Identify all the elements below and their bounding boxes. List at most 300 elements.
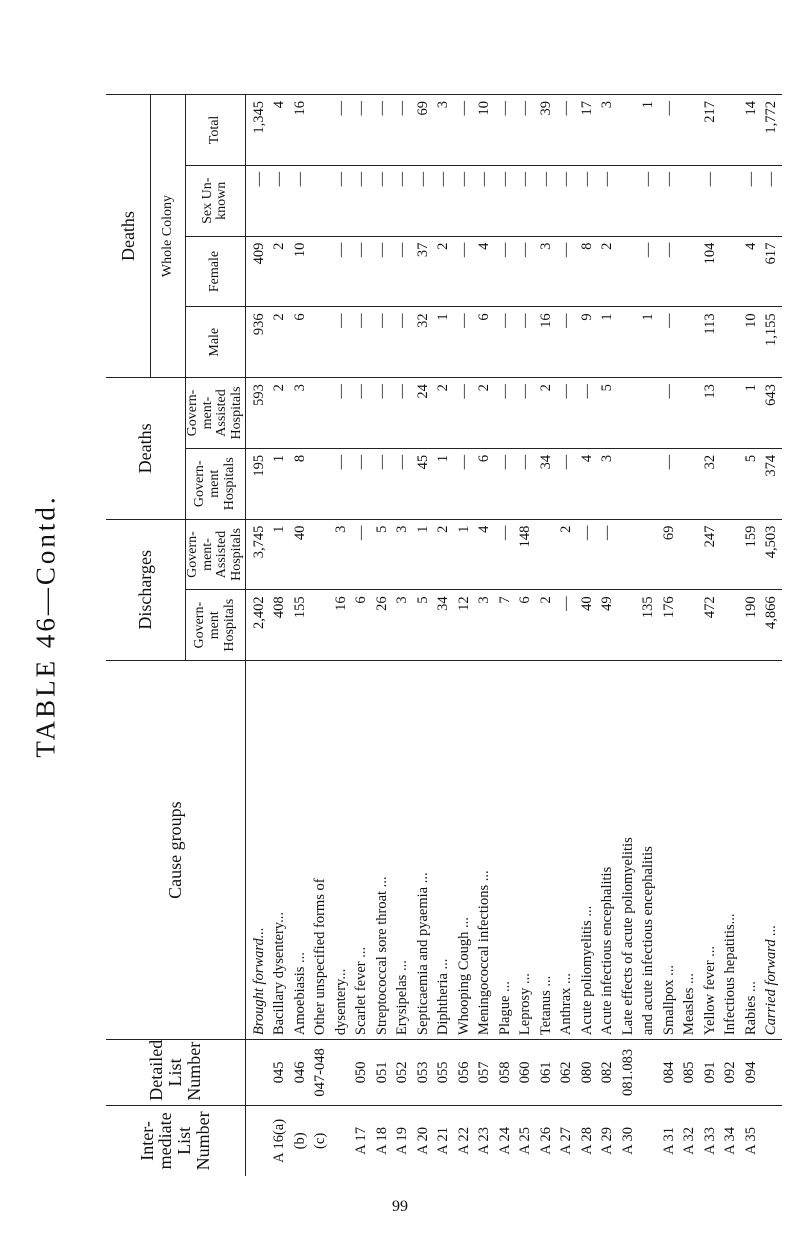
cell-f: — (660, 242, 677, 258)
cell-u: — (291, 171, 308, 187)
cell-ha: — (373, 384, 390, 399)
header-whole-colony: Whole Colony (151, 95, 186, 378)
cell-da: 1 (455, 525, 472, 533)
inter-list-column (245, 1105, 782, 1176)
cell-cause: Acute infectious encephalitis (599, 866, 616, 1036)
cell-t: 3 (599, 101, 616, 109)
cell-dg: 190 (742, 596, 759, 619)
cell-t: — (660, 101, 677, 116)
cell-detail: 084 (660, 1061, 677, 1084)
cell-cause: Infectious hepatitis... (722, 913, 739, 1036)
cell-cause: Plague ... (496, 981, 513, 1036)
cell-ha: 1 (742, 384, 759, 392)
cell-f: 4 (476, 242, 493, 250)
cell-ha: — (578, 384, 595, 399)
cell-da (310, 526, 331, 586)
cell-detail: 080 (578, 1061, 595, 1084)
disch-assisted-column (245, 519, 782, 590)
cell-f: 4 (742, 242, 759, 250)
cell-da: 247 (701, 525, 718, 548)
cell-u: — (537, 171, 554, 187)
carried-forward-t: 1,772 (763, 101, 780, 134)
cell-inter: A 28 (578, 1126, 595, 1155)
cell-u: — (660, 171, 677, 187)
cell-t (618, 101, 639, 161)
cell-m: 10 (742, 313, 759, 328)
cell-da: 148 (517, 525, 534, 548)
cell-cause: Septicaemia and pyaemia ... (414, 872, 431, 1036)
cell-dg: 155 (291, 596, 308, 619)
cell-detail: 045 (271, 1061, 288, 1084)
cell-f: — (373, 242, 390, 258)
cell-m: — (558, 313, 575, 328)
cell-ha: 2 (435, 384, 452, 392)
cell-inter: (c) (312, 1132, 329, 1149)
cell-ha: 2 (476, 384, 493, 392)
cell-hg: 1 (435, 454, 452, 463)
cell-t: 17 (578, 101, 595, 116)
cell-t (679, 101, 700, 161)
cell-inter: A 33 (701, 1126, 718, 1155)
cell-u: — (435, 171, 452, 187)
cell-u: — (496, 171, 513, 187)
cell-f: — (558, 242, 575, 258)
cell-u: — (640, 171, 657, 187)
cell-f: — (640, 242, 657, 258)
cell-dg: 12 (455, 596, 472, 611)
cell-f: — (332, 242, 349, 258)
cell-da: 1 (414, 525, 431, 533)
cell-m (720, 313, 741, 373)
cell-m: — (455, 313, 472, 328)
cell-inter: A 16(a) (271, 1118, 288, 1163)
cell-ha: 2 (537, 384, 554, 392)
cell-hg: — (373, 454, 390, 470)
cell-ha: 5 (599, 384, 616, 392)
cell-da: 1 (271, 525, 288, 533)
cell-cause: Amoebiasis ... (291, 952, 308, 1036)
cell-detail: 053 (414, 1061, 431, 1084)
cell-hg (679, 455, 700, 515)
cell-detail: 056 (455, 1061, 472, 1084)
page-title: TABLE 46—Contd. (30, 494, 61, 758)
cell-inter: A 29 (599, 1126, 616, 1155)
cell-cause: Smallpox ... (660, 964, 677, 1036)
cell-dg: 135 (640, 596, 657, 619)
cell-u: — (353, 171, 370, 187)
brought-forward-detail (249, 1044, 270, 1101)
cell-m: 113 (701, 313, 718, 335)
rotated-table-container (106, 94, 780, 1176)
cell-cause: Bacillary dysentery... (271, 912, 288, 1036)
cell-t: 10 (476, 101, 493, 116)
cell-inter: A 34 (722, 1126, 739, 1155)
male-column (245, 307, 782, 378)
cell-m (679, 313, 700, 373)
cell-inter: A 24 (496, 1126, 513, 1155)
cell-cause: Diphtheria ... (435, 958, 452, 1036)
cell-ha: — (332, 384, 349, 399)
cell-f: 8 (578, 242, 595, 250)
cell-dg (679, 596, 700, 656)
cell-inter: A 18 (373, 1126, 390, 1155)
cell-detail: 055 (435, 1061, 452, 1084)
cell-u (618, 172, 639, 232)
cell-dg: 34 (435, 596, 452, 611)
carried-forward-inter (761, 1110, 782, 1172)
cell-f: 10 (291, 242, 308, 258)
cell-inter (331, 1110, 352, 1172)
cell-da (618, 526, 639, 586)
cell-t: — (373, 101, 390, 116)
cell-f: 3 (537, 242, 554, 250)
cell-u: — (373, 171, 390, 187)
cell-dg: 7 (496, 596, 513, 604)
cell-inter: A 26 (537, 1126, 554, 1155)
cell-hg: 34 (537, 454, 554, 470)
cell-t: — (496, 101, 513, 116)
cell-cause: Acute poliomyelitis ... (578, 905, 595, 1036)
cell-f: 104 (701, 242, 718, 265)
cell-t: 39 (537, 101, 554, 116)
cell-inter: (b) (291, 1132, 308, 1150)
header-discharges: Discharges (106, 519, 186, 660)
cell-m: — (373, 313, 390, 328)
cell-dg: 2 (537, 596, 554, 604)
cell-hg: 3 (599, 454, 616, 463)
header-disch-gov: Govern-ment Hospitals (186, 590, 246, 661)
header-death-assisted: Govern-ment-Assisted Hospitals (186, 378, 246, 449)
cell-hg: — (517, 454, 534, 470)
cell-m: 6 (291, 313, 308, 321)
cell-detail: 061 (537, 1061, 554, 1084)
cell-ha (638, 384, 659, 444)
cell-hg: — (496, 454, 513, 470)
cell-da: 4 (476, 525, 493, 533)
cell-u (310, 172, 331, 232)
header-cause-groups: Cause groups (106, 661, 245, 1040)
brought-forward-dg: 2,402 (250, 596, 267, 629)
carried-forward-u: — (763, 171, 780, 187)
cell-u: — (742, 171, 759, 187)
cell-dg: 3 (476, 596, 493, 604)
cell-inter: A 35 (742, 1126, 759, 1155)
cell-inter: A 20 (414, 1126, 431, 1155)
cell-t: 69 (414, 101, 431, 116)
cell-detail: 052 (394, 1061, 411, 1084)
cell-u: — (414, 171, 431, 187)
cell-u: — (578, 171, 595, 187)
cell-t: 217 (701, 101, 718, 123)
cell-cause: Yellow fever ... (701, 945, 718, 1036)
cell-m: 9 (578, 313, 595, 321)
cell-cause: dysentery... (332, 968, 349, 1036)
cell-da: 2 (435, 525, 452, 533)
brought-forward-hg: 195 (250, 454, 267, 477)
total-column (245, 95, 782, 166)
cell-hg: 5 (742, 454, 759, 463)
cell-da (638, 526, 659, 586)
header-detailed-list: Detailed List Number (106, 1040, 245, 1106)
cell-dg: 472 (701, 596, 718, 619)
cell-ha: — (455, 384, 472, 399)
brought-forward-t: 1,345 (250, 101, 267, 134)
cell-da: 3 (394, 525, 411, 533)
cell-detail: 094 (742, 1061, 759, 1084)
cell-u: — (455, 171, 472, 187)
cell-cause: Leprosy ... (517, 973, 534, 1036)
cell-m (618, 313, 639, 373)
cell-detail: 046 (291, 1061, 308, 1084)
cell-dg: 40 (578, 596, 595, 611)
cell-t: — (394, 101, 411, 116)
cell-cause: and acute infectious encephalitis (640, 846, 657, 1036)
cell-ha: — (517, 384, 534, 399)
cell-hg: 32 (701, 454, 718, 470)
brought-forward-ha: 593 (250, 384, 267, 406)
cell-detail: 081.083 (619, 1048, 636, 1096)
cell-m: 6 (476, 313, 493, 321)
cell-da: 69 (660, 525, 677, 541)
cell-detail: 082 (599, 1061, 616, 1084)
cell-dg: 6 (517, 596, 534, 604)
cell-hg: 4 (578, 454, 595, 463)
header-group-row (106, 95, 151, 1177)
cell-hg: — (660, 454, 677, 470)
cell-u (679, 172, 700, 232)
cell-detail (638, 1044, 659, 1101)
cell-f: — (353, 242, 370, 258)
cell-detail: 085 (681, 1061, 698, 1084)
cell-dg: 408 (271, 596, 288, 619)
cell-detail: 092 (722, 1061, 739, 1084)
cell-detail: 062 (558, 1061, 575, 1084)
cell-u: — (517, 171, 534, 187)
cell-f: 37 (414, 242, 431, 258)
cell-ha: — (558, 384, 575, 399)
brought-forward-da: 3,745 (250, 525, 267, 559)
cell-u: — (599, 171, 616, 187)
cell-detail: 047-048 (312, 1048, 329, 1097)
table-body-row (245, 95, 782, 1177)
cell-cause: Other unspecified forms of (312, 878, 329, 1036)
cell-dg: 176 (660, 596, 677, 619)
brought-forward-cause: Brought forward... (250, 927, 267, 1036)
cell-hg (720, 455, 741, 515)
cell-inter: A 32 (681, 1126, 698, 1155)
cell-m: — (496, 313, 513, 328)
carried-forward-cause: Carried forward ... (763, 924, 780, 1036)
cell-cause: Tetanus ... (537, 975, 554, 1036)
cell-m: — (660, 313, 677, 328)
cell-da (679, 526, 700, 586)
cell-t: 4 (271, 101, 288, 109)
cell-inter: A 17 (353, 1126, 370, 1155)
cell-t: 16 (291, 101, 308, 116)
cell-f (310, 243, 331, 303)
cell-da: 159 (742, 525, 759, 548)
carried-forward-dg: 4,866 (763, 596, 780, 629)
cell-detail: 057 (476, 1061, 493, 1084)
cell-f: 2 (271, 242, 288, 250)
cell-ha: 2 (271, 384, 288, 392)
cell-t: 14 (742, 101, 759, 116)
cell-cause: Rabies ... (742, 981, 759, 1036)
cell-cause: Anthrax ... (558, 973, 575, 1036)
cell-hg (310, 455, 331, 515)
cell-m: 1 (599, 313, 616, 321)
cell-m: 32 (414, 313, 431, 328)
cell-f: 2 (435, 242, 452, 250)
cell-inter: A 31 (660, 1126, 677, 1155)
death-assisted-column (245, 378, 782, 449)
mortality-table (106, 94, 782, 1176)
cell-m: 1 (435, 313, 452, 321)
header-male: Male (186, 307, 246, 378)
cell-u: — (394, 171, 411, 187)
cell-inter: A 22 (455, 1126, 472, 1155)
cell-ha: — (496, 384, 513, 399)
mortality-table-frame (106, 94, 780, 1176)
cell-detail: 060 (517, 1061, 534, 1084)
female-column (245, 236, 782, 307)
cell-da: 5 (373, 525, 390, 533)
cell-ha: 13 (701, 384, 718, 399)
cell-cause: Streptococcal sore throat ... (373, 876, 390, 1036)
cell-dg: 6 (353, 596, 370, 604)
unknown-column (245, 165, 782, 236)
cell-ha: — (353, 384, 370, 399)
detailed-list-column (245, 1040, 782, 1106)
cell-m: 1 (640, 313, 657, 321)
cell-u (720, 172, 741, 232)
cell-hg: 6 (476, 454, 493, 463)
cell-hg (638, 455, 659, 515)
cell-m (310, 313, 331, 373)
header-deaths-hospitals: Deaths (106, 378, 186, 520)
cell-u: — (701, 171, 718, 187)
cell-da: 3 (332, 525, 349, 533)
cell-da: — (578, 525, 595, 541)
cell-detail: 058 (496, 1061, 513, 1084)
cell-da: — (599, 525, 616, 541)
cell-f: — (455, 242, 472, 258)
cell-t: — (332, 101, 349, 116)
cell-da: 40 (291, 525, 308, 541)
cell-dg: — (558, 596, 575, 611)
cell-ha: 3 (291, 384, 308, 392)
brought-forward-u: — (250, 171, 267, 187)
cell-da (536, 526, 557, 586)
header-disch-assisted: Govern-ment-Assisted Hospitals (186, 519, 246, 590)
cell-ha: 24 (414, 384, 431, 399)
cell-t: — (455, 101, 472, 116)
cell-dg: 26 (373, 596, 390, 611)
cell-hg: — (558, 454, 575, 470)
cell-t: — (353, 101, 370, 116)
cell-da: — (353, 525, 370, 541)
header-total: Total (186, 95, 246, 166)
cell-ha (720, 384, 741, 444)
cell-u: — (332, 171, 349, 187)
cell-t: — (517, 101, 534, 116)
disch-gov-column (245, 590, 782, 661)
cell-detail: 050 (353, 1061, 370, 1084)
cell-m: — (332, 313, 349, 328)
cell-m: — (394, 313, 411, 328)
cell-ha (679, 384, 700, 444)
cell-hg: 8 (291, 454, 308, 463)
cell-inter: A 23 (476, 1126, 493, 1155)
cell-dg: 16 (332, 596, 349, 611)
cell-t: 3 (435, 101, 452, 109)
cell-dg: 49 (599, 596, 616, 611)
header-sex-unknown: Sex Un-known (186, 165, 246, 236)
cell-hg: 45 (414, 454, 431, 470)
cell-ha (310, 384, 331, 444)
carried-forward-f: 617 (763, 242, 780, 265)
page-number: 99 (392, 1198, 408, 1215)
cell-t: 1 (640, 101, 657, 109)
cell-da (720, 526, 741, 586)
cell-hg: 1 (271, 454, 288, 463)
header-inter-list: Inter-mediate List Number (106, 1105, 245, 1176)
cell-m: 16 (537, 313, 554, 328)
death-gov-column (245, 448, 782, 519)
cell-f: 2 (599, 242, 616, 250)
cell-hg: — (455, 454, 472, 470)
cause-column (245, 661, 782, 1040)
cell-f: — (394, 242, 411, 258)
cell-cause: Late effects of acute poliomyelitis (619, 837, 636, 1036)
cell-detail: 091 (701, 1061, 718, 1084)
cell-t (720, 101, 741, 161)
cell-ha: — (660, 384, 677, 399)
cell-u: — (476, 171, 493, 187)
cell-cause: Meningococcal infections ... (476, 870, 493, 1036)
cell-inter: A 25 (517, 1126, 534, 1155)
cell-inter: A 19 (394, 1126, 411, 1155)
brought-forward-m: 936 (250, 313, 267, 336)
carried-forward-detail (761, 1044, 782, 1101)
cell-f: — (517, 242, 534, 258)
cell-inter: A 30 (619, 1126, 636, 1155)
cell-detail: 051 (373, 1061, 390, 1084)
cell-dg: 5 (414, 596, 431, 604)
header-deaths-colony: Deaths (106, 95, 151, 378)
cell-t: — (558, 101, 575, 116)
cell-inter: A 21 (435, 1126, 452, 1155)
cell-u: — (558, 171, 575, 187)
carried-forward-m: 1,155 (763, 313, 780, 346)
cell-inter: A 27 (558, 1126, 575, 1155)
cell-dg: 3 (394, 596, 411, 604)
cell-cause: Measles ... (681, 973, 698, 1036)
cell-cause: Whooping Cough ... (455, 917, 472, 1036)
cell-ha: — (394, 384, 411, 399)
cell-cause: Scarlet fever ... (353, 946, 370, 1036)
cell-da: — (496, 525, 513, 541)
header-death-gov: Govern-ment Hospitals (186, 448, 246, 519)
brought-forward-inter (249, 1110, 270, 1172)
cell-dg (310, 596, 331, 656)
cell-m: — (517, 313, 534, 328)
cell-t (310, 101, 331, 161)
cell-m: — (353, 313, 370, 328)
header-female: Female (186, 236, 246, 307)
cell-hg: — (332, 454, 349, 470)
cell-cause: Erysipelas ... (394, 960, 411, 1036)
